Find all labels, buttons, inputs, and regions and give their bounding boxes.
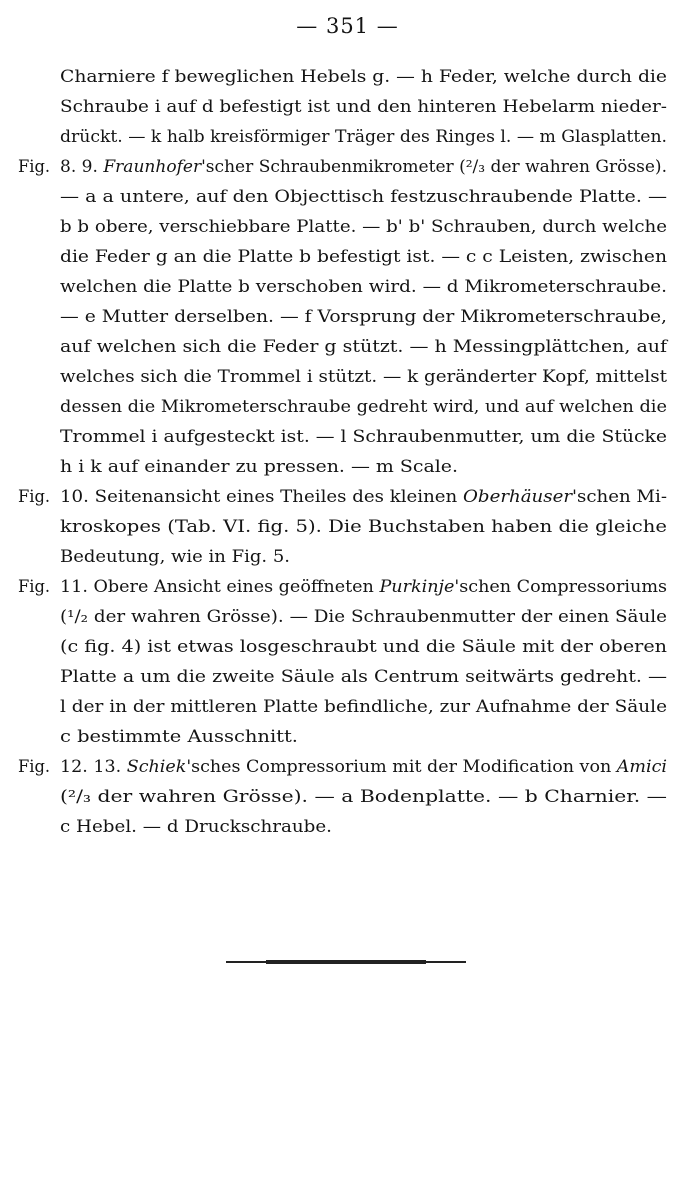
page-number: — 351 — (296, 14, 399, 38)
text-line (60, 122, 667, 152)
text-line (60, 422, 667, 452)
text-run: h i k auf einander zu pressen. — m Scale. (60, 457, 458, 476)
text-line (60, 572, 667, 602)
text-line (60, 632, 667, 662)
text-line (60, 722, 298, 752)
text-run: welchen die Platte b verschoben wird. — d Mikrometerschraube. (60, 277, 667, 296)
text-line (60, 152, 667, 182)
text-run: (²/₃ der wahren Grösse). — a Bodenplatte. — b Charnier. — (60, 787, 667, 806)
text-line (60, 602, 667, 632)
text-run: (c fig. 4) ist etwas losgeschraubt und die Säule mit der oberen (60, 637, 667, 656)
text-run: Bedeutung, wie in Fig. 5. (60, 547, 290, 566)
italic-name: Oberhäuser (463, 487, 573, 506)
text-line (60, 752, 667, 782)
text-line (60, 812, 332, 842)
text-line (60, 482, 667, 512)
text-run: kroskopes (Tab. VI. fig. 5). Die Buchstaben haben die gleiche (60, 517, 667, 536)
text-line (60, 542, 290, 572)
text-run: 11. Obere Ansicht eines geöffneten (60, 577, 380, 596)
text-run: 12. 13. (60, 757, 127, 776)
text-run: 'scher Schraubenmikrometer (²/₃ der wahren Grösse). (201, 157, 667, 176)
text-line (60, 782, 667, 812)
text-run: 'sches Compressorium mit der Modification von (186, 757, 617, 776)
text-run: — a a untere, auf den Objecttisch festzuschraubende Platte. — (60, 187, 667, 206)
text-line (60, 302, 667, 332)
italic-name: Schiek (126, 757, 187, 776)
italic-name: Purkinje (379, 577, 455, 596)
figure-label: Fig. (18, 577, 51, 596)
text-line (60, 92, 667, 122)
text-run: 'schen Compressoriums (454, 577, 667, 596)
text-run: die Feder g an die Platte b befestigt ist. — c c Leisten, zwischen (60, 247, 667, 266)
text-run: Trommel i aufgesteckt ist. — l Schraubenmutter, um die Stücke (60, 427, 668, 446)
text-run: 'schen Mi- (572, 487, 667, 506)
decorative-rule (226, 961, 466, 963)
text-run: 8. 9. (60, 157, 104, 176)
text-run: (¹/₂ der wahren Grösse). — Die Schraubenmutter der einen Säule (60, 607, 667, 626)
text-run: c Hebel. — d Druckschraube. (60, 817, 332, 836)
text-run: dessen die Mikrometerschraube gedreht wird, und auf welchen die (60, 397, 667, 416)
text-run: 10. Seitenansicht eines Theiles des kleinen (60, 487, 464, 506)
text-run: Platte a um die zweite Säule als Centrum seitwärts gedreht. — (60, 667, 667, 686)
text-line (60, 332, 667, 362)
text-line (60, 362, 667, 392)
text-line (60, 392, 667, 422)
text-line (60, 452, 458, 482)
figure-label: Fig. (18, 157, 51, 176)
text-line (60, 62, 667, 92)
text-run: c bestimmte Ausschnitt. (60, 727, 298, 746)
text-run: l der in der mittleren Platte befindliche, zur Aufnahme der Säule (60, 697, 667, 716)
figure-label: Fig. (18, 487, 51, 506)
text-line (60, 212, 667, 242)
text-line (60, 692, 667, 722)
text-run: drückt. — k halb kreisförmiger Träger des Ringes l. — m Glasplatten. (60, 127, 667, 146)
italic-name: Fraunhofer (103, 157, 202, 176)
text-run: Charniere f beweglichen Hebels g. — h Feder, welche durch die (60, 67, 667, 86)
text-line (60, 242, 667, 272)
text-run: welches sich die Trommel i stützt. — k geränderter Kopf, mittelst (60, 367, 667, 386)
text-line (60, 512, 667, 542)
text-line (60, 662, 667, 692)
text-run: b b obere, verschiebbare Platte. — b' b' Schrauben, durch welche (60, 217, 667, 236)
figure-label: Fig. (18, 757, 51, 776)
text-line (60, 182, 667, 212)
text-run: auf welchen sich die Feder g stützt. — h Messingplättchen, auf (60, 337, 667, 356)
text-run: Schraube i auf d befestigt ist und den hinteren Hebelarm nieder- (60, 97, 667, 116)
text-run: — e Mutter derselben. — f Vorsprung der Mikrometerschraube, (60, 307, 667, 326)
text-line (60, 272, 667, 302)
italic-name: Amici (616, 757, 667, 776)
